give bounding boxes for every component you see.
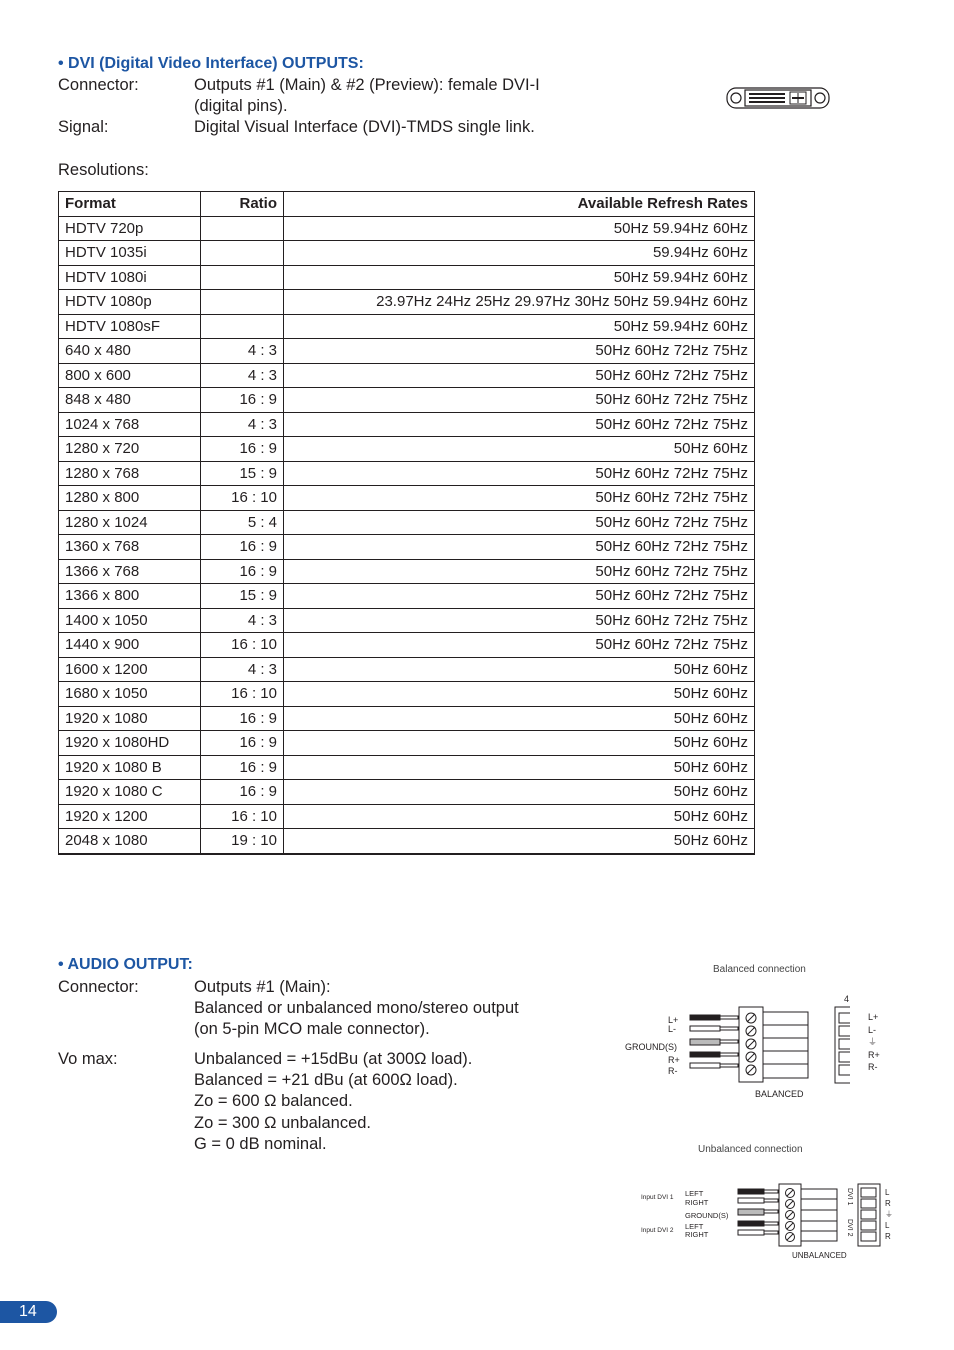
table-row	[59, 265, 755, 290]
unbal-vertical-dvi1: DVI 1	[846, 1188, 853, 1206]
format-cell: HDTV 1080sF	[59, 314, 201, 339]
format-cell: HDTV 1080i	[59, 265, 201, 290]
format-cell: 1280 x 768	[59, 461, 201, 486]
vomax-label: Vo max:	[58, 1050, 118, 1068]
unbal-left-label-5: RIGHT	[685, 1230, 709, 1239]
format-cell: 1366 x 800	[59, 584, 201, 609]
refresh-rates-cell: 50Hz 60Hz 72Hz 75Hz	[284, 608, 755, 633]
balanced-title: Balanced connection	[713, 964, 806, 975]
vomax-line-5: G = 0 dB nominal.	[194, 1135, 327, 1153]
table-row	[59, 657, 755, 682]
format-cell: 1600 x 1200	[59, 657, 201, 682]
bal-left-label-2: L-	[668, 1024, 677, 1034]
format-cell: 1280 x 1024	[59, 510, 201, 535]
ratio-cell: 4 : 3	[201, 657, 284, 682]
bal-right-labels	[868, 1011, 880, 1074]
audio-heading: • AUDIO OUTPUT:	[58, 956, 193, 973]
vomax-line-4: Zo = 300 Ω unbalanced.	[194, 1114, 372, 1132]
table-row	[59, 755, 755, 780]
refresh-rates-cell: 50Hz 60Hz	[284, 804, 755, 829]
refresh-rates-cell: 50Hz 60Hz 72Hz 75Hz	[284, 584, 755, 609]
table-row	[59, 437, 755, 462]
refresh-rates-cell: 50Hz 60Hz 72Hz 75Hz	[284, 461, 755, 486]
unbal-right-labels	[885, 1187, 893, 1242]
ratio-cell: 15 : 9	[201, 584, 284, 609]
refresh-rates-cell: 59.94Hz 60Hz	[284, 241, 755, 266]
table-row	[59, 706, 755, 731]
refresh-rates-cell: 50Hz 60Hz 72Hz 75Hz	[284, 363, 755, 388]
format-cell: 1366 x 768	[59, 559, 201, 584]
ratio-cell: 16 : 9	[201, 780, 284, 805]
ratio-cell: 16 : 10	[201, 633, 284, 658]
format-cell: 1920 x 1200	[59, 804, 201, 829]
audio-connector-value-2: Balanced or unbalanced mono/stereo output	[194, 999, 519, 1017]
table-row	[59, 339, 755, 364]
ratio-cell: 16 : 9	[201, 388, 284, 413]
dvi-connector-value-1: Outputs #1 (Main) & #2 (Preview): female DVI-I	[194, 76, 540, 94]
ratio-cell	[201, 314, 284, 339]
unbal-left-label-1: LEFT	[685, 1189, 704, 1198]
format-cell: 1680 x 1050	[59, 682, 201, 707]
refresh-rates-cell: 50Hz 60Hz 72Hz 75Hz	[284, 633, 755, 658]
bal-pin-number: 4	[844, 994, 850, 1004]
table-row	[59, 314, 755, 339]
bal-left-label-4: R+	[668, 1055, 680, 1065]
unbal-left-labels	[685, 1190, 728, 1240]
refresh-rates-cell: 50Hz 59.94Hz 60Hz	[284, 216, 755, 241]
unbal-left-label-4: LEFT	[685, 1221, 704, 1231]
format-cell: HDTV 1080p	[59, 290, 201, 315]
dvi-signal-label: Signal:	[58, 118, 109, 136]
refresh-rates-cell: 50Hz 60Hz	[284, 829, 755, 854]
unbal-vertical-dvi2: DVI 2	[846, 1219, 853, 1237]
format-cell: 1920 x 1080HD	[59, 731, 201, 756]
bal-left-label-5: R-	[668, 1066, 678, 1076]
ratio-cell: 16 : 9	[201, 706, 284, 731]
ratio-cell: 16 : 9	[201, 437, 284, 462]
table-row	[59, 363, 755, 388]
format-cell: 800 x 600	[59, 363, 201, 388]
table-row	[59, 633, 755, 658]
bal-right-label-1: L+	[868, 1012, 879, 1022]
dvi-connector-label: Connector:	[58, 76, 139, 94]
table-row	[59, 584, 755, 609]
unbal-left-label-2: RIGHT	[685, 1197, 709, 1207]
unbal-right-label-3: ⏚	[885, 1210, 893, 1219]
unbalanced-wiring-illustration	[736, 1183, 882, 1251]
ratio-cell: 5 : 4	[201, 510, 284, 535]
table-row	[59, 608, 755, 633]
format-cell: 1920 x 1080	[59, 706, 201, 731]
table-row	[59, 804, 755, 829]
table-header-row	[59, 192, 755, 217]
bal-left-label-1: L+	[668, 1015, 679, 1025]
table-row	[59, 241, 755, 266]
refresh-rates-cell: 50Hz 59.94Hz 60Hz	[284, 265, 755, 290]
ratio-cell	[201, 290, 284, 315]
balanced-wiring-illustration	[620, 960, 850, 1105]
bal-right-label-4: R+	[868, 1049, 880, 1060]
format-cell: HDTV 1035i	[59, 241, 201, 266]
audio-connector-value-3: (on 5-pin MCO male connector).	[194, 1020, 430, 1038]
page-number-tab	[0, 1301, 57, 1323]
balanced-caption: BALANCED	[755, 1089, 804, 1099]
bal-right-label-3: ⏚	[868, 1037, 878, 1047]
table-row	[59, 682, 755, 707]
refresh-rates-cell: 50Hz 60Hz 72Hz 75Hz	[284, 388, 755, 413]
ratio-cell: 16 : 10	[201, 682, 284, 707]
ratio-cell: 16 : 10	[201, 486, 284, 511]
table-row	[59, 829, 755, 854]
vomax-line-1: Unbalanced = +15dBu (at 300Ω load).	[194, 1050, 473, 1068]
table-row	[59, 290, 755, 315]
format-cell: 1360 x 768	[59, 535, 201, 560]
ratio-cell	[201, 265, 284, 290]
table-row	[59, 731, 755, 756]
unbalanced-caption: UNBALANCED	[792, 1251, 847, 1260]
table-row	[59, 461, 755, 486]
refresh-rates-cell: 50Hz 60Hz 72Hz 75Hz	[284, 535, 755, 560]
format-cell: 1280 x 800	[59, 486, 201, 511]
ratio-cell: 4 : 3	[201, 363, 284, 388]
ratio-cell: 15 : 9	[201, 461, 284, 486]
refresh-rates-cell: 50Hz 60Hz 72Hz 75Hz	[284, 339, 755, 364]
audio-connector-label: Connector:	[58, 978, 139, 996]
unbal-right-label-4: L	[885, 1221, 890, 1230]
table-row	[59, 535, 755, 560]
refresh-rates-cell: 50Hz 60Hz	[284, 706, 755, 731]
dvi-connector-icon	[726, 86, 831, 110]
unbalanced-title: Unbalanced connection	[698, 1144, 803, 1155]
unbal-right-label-5: R	[885, 1232, 891, 1241]
unbal-right-label-2: R	[885, 1199, 891, 1208]
format-cell: 1920 x 1080 C	[59, 780, 201, 805]
dvi-signal-value: Digital Visual Interface (DVI)-TMDS single link.	[194, 118, 535, 136]
format-cell: 848 x 480	[59, 388, 201, 413]
ratio-cell: 16 : 9	[201, 559, 284, 584]
refresh-rates-cell: 50Hz 60Hz	[284, 731, 755, 756]
bal-left-label-3: GROUND(S)	[625, 1042, 677, 1052]
format-cell: 1440 x 900	[59, 633, 201, 658]
ratio-cell: 4 : 3	[201, 608, 284, 633]
resolutions-table	[58, 191, 755, 855]
ratio-cell: 16 : 9	[201, 755, 284, 780]
table-row	[59, 486, 755, 511]
table-row	[59, 780, 755, 805]
refresh-rates-cell: 50Hz 60Hz 72Hz 75Hz	[284, 559, 755, 584]
refresh-rates-cell: 50Hz 60Hz	[284, 437, 755, 462]
format-cell: 1024 x 768	[59, 412, 201, 437]
dvi-connector-value-2: (digital pins).	[194, 97, 288, 115]
ratio-cell: 19 : 10	[201, 829, 284, 854]
format-cell: 2048 x 1080	[59, 829, 201, 854]
format-cell: HDTV 720p	[59, 216, 201, 241]
header-refresh-rates: Available Refresh Rates	[284, 192, 755, 217]
refresh-rates-cell: 50Hz 60Hz 72Hz 75Hz	[284, 486, 755, 511]
refresh-rates-cell: 50Hz 60Hz	[284, 780, 755, 805]
unbal-input-1: Input DVI 1	[641, 1194, 674, 1201]
refresh-rates-cell: 50Hz 60Hz	[284, 682, 755, 707]
ratio-cell	[201, 241, 284, 266]
audio-connector-value-1: Outputs #1 (Main):	[194, 978, 331, 996]
refresh-rates-cell: 50Hz 60Hz 72Hz 75Hz	[284, 510, 755, 535]
header-format: Format	[59, 192, 201, 217]
ratio-cell: 4 : 3	[201, 412, 284, 437]
format-cell: 1280 x 720	[59, 437, 201, 462]
table-row	[59, 388, 755, 413]
table-row	[59, 216, 755, 241]
table-row	[59, 510, 755, 535]
dvi-heading: • DVI (Digital Video Interface) OUTPUTS:	[58, 55, 364, 72]
ratio-cell: 16 : 9	[201, 731, 284, 756]
format-cell: 1920 x 1080 B	[59, 755, 201, 780]
refresh-rates-cell: 50Hz 60Hz	[284, 755, 755, 780]
vomax-line-3: Zo = 600 Ω balanced.	[194, 1092, 353, 1110]
page-number: 14	[19, 1303, 37, 1320]
refresh-rates-cell: 50Hz 59.94Hz 60Hz	[284, 314, 755, 339]
format-cell: 640 x 480	[59, 339, 201, 364]
balanced-diagram	[620, 960, 850, 1105]
resolutions-label: Resolutions:	[58, 161, 149, 179]
ratio-cell	[201, 216, 284, 241]
refresh-rates-cell: 50Hz 60Hz 72Hz 75Hz	[284, 412, 755, 437]
refresh-rates-cell: 50Hz 60Hz	[284, 657, 755, 682]
vomax-line-2: Balanced = +21 dBu (at 600Ω load).	[194, 1071, 458, 1089]
ratio-cell: 16 : 10	[201, 804, 284, 829]
ratio-cell: 16 : 9	[201, 535, 284, 560]
header-ratio: Ratio	[201, 192, 284, 217]
unbal-left-label-3: GROUND(S)	[685, 1211, 729, 1220]
unbal-input-2: Input DVI 2	[641, 1227, 674, 1234]
table-row	[59, 412, 755, 437]
unbal-right-label-1: L	[885, 1188, 890, 1197]
refresh-rates-cell: 23.97Hz 24Hz 25Hz 29.97Hz 30Hz 50Hz 59.94Hz 60Hz	[284, 290, 755, 315]
table-row	[59, 559, 755, 584]
bal-right-label-2: L-	[868, 1024, 877, 1035]
bal-right-label-5: R-	[868, 1062, 878, 1072]
format-cell: 1400 x 1050	[59, 608, 201, 633]
ratio-cell: 4 : 3	[201, 339, 284, 364]
